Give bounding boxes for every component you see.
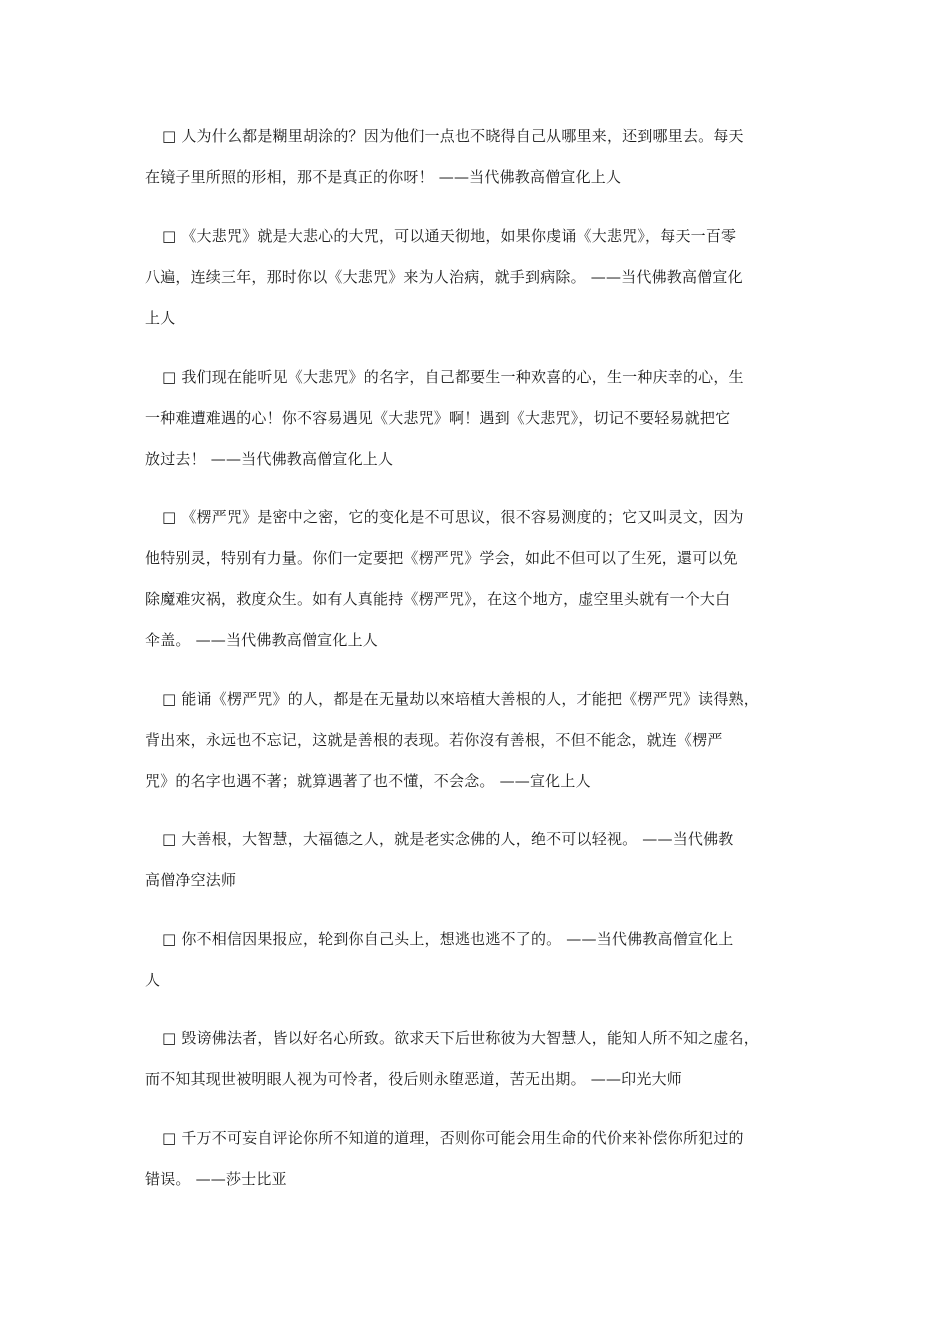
quote-line: 放过去！ ——当代佛教高僧宣化上人 bbox=[145, 450, 394, 468]
quote-paragraph-7 bbox=[145, 919, 813, 1001]
quote-line: □ 《楞严咒》是密中之密，它的变化是不可思议，很不容易测度的；它又叫灵文，因为 bbox=[162, 508, 744, 526]
quote-line: 咒》的名字也遇不著；就算遇著了也不懂，不会念。 ——宣化上人 bbox=[145, 772, 591, 790]
quote-line: □ 能诵《楞严咒》的人，都是在无量劫以來培植大善根的人，才能把《楞严咒》读得熟， bbox=[162, 690, 759, 708]
quote-paragraph-6 bbox=[145, 819, 813, 901]
quote-line: □ 你不相信因果报应，轮到你自己头上，想逃也逃不了的。 ——当代佛教高僧宣化上 bbox=[162, 930, 734, 948]
quote-line: 背出來，永远也不忘记，这就是善根的表现。若你沒有善根，不但不能念，就连《楞严 bbox=[145, 731, 723, 749]
quote-paragraph-5 bbox=[145, 679, 813, 802]
quote-line: 除魔难灾祸，救度众生。如有人真能持《楞严咒》，在这个地方，虚空里头就有一个大白 bbox=[145, 590, 731, 608]
quote-line: 在镜子里所照的形相，那不是真正的你呀！ ——当代佛教高僧宣化上人 bbox=[145, 168, 622, 186]
quote-line: □ 大善根，大智慧，大福德之人，就是老实念佛的人，绝不可以轻视。 ——当代佛教 bbox=[162, 830, 734, 848]
quote-line: 而不知其现世被明眼人视为可怜者，役后则永堕恶道，苦无出期。 ——印光大师 bbox=[145, 1070, 682, 1088]
quote-paragraph-1 bbox=[145, 116, 813, 198]
quote-line: □ 我们现在能听见《大悲咒》的名字，自己都要生一种欢喜的心，生一种庆幸的心，生 bbox=[162, 368, 744, 386]
quote-line: □ 《大悲咒》就是大悲心的大咒，可以通天彻地，如果你虔诵《大悲咒》，每天一百零 bbox=[162, 227, 737, 245]
quote-line: □ 千万不可妄自评论你所不知道的道理，否则你可能会用生命的代价来补偿你所犯过的 bbox=[162, 1129, 744, 1147]
quote-paragraph-9 bbox=[145, 1118, 813, 1200]
quote-line: □ 人为什么都是糊里胡涂的？因为他们一点也不晓得自己从哪里来，还到哪里去。每天 bbox=[162, 127, 744, 145]
quote-line: 错误。 ——莎士比亚 bbox=[145, 1170, 287, 1188]
quote-line: 一种难遭难遇的心！你不容易遇见《大悲咒》啊！遇到《大悲咒》，切记不要轻易就把它 bbox=[145, 409, 731, 427]
quote-line: 他特别灵，特别有力量。你们一定要把《楞严咒》学会，如此不但可以了生死，還可以免 bbox=[145, 549, 738, 567]
quote-paragraph-3 bbox=[145, 357, 813, 480]
quote-paragraph-2 bbox=[145, 216, 813, 339]
quote-line: 八遍，连续三年，那时你以《大悲咒》来为人治病，就手到病除。 ——当代佛教高僧宣化 bbox=[145, 268, 743, 286]
quote-line: 高僧净空法师 bbox=[145, 871, 237, 889]
quote-paragraph-8 bbox=[145, 1018, 813, 1100]
quote-paragraph-4 bbox=[145, 497, 813, 661]
quote-line: 上人 bbox=[145, 309, 176, 327]
quote-line: □ 毁谤佛法者，皆以好名心所致。欲求天下后世称彼为大智慧人，能知人所不知之虚名， bbox=[162, 1029, 759, 1047]
quote-line: 人 bbox=[145, 971, 161, 989]
quote-line: 伞盖。 ——当代佛教高僧宣化上人 bbox=[145, 631, 378, 649]
